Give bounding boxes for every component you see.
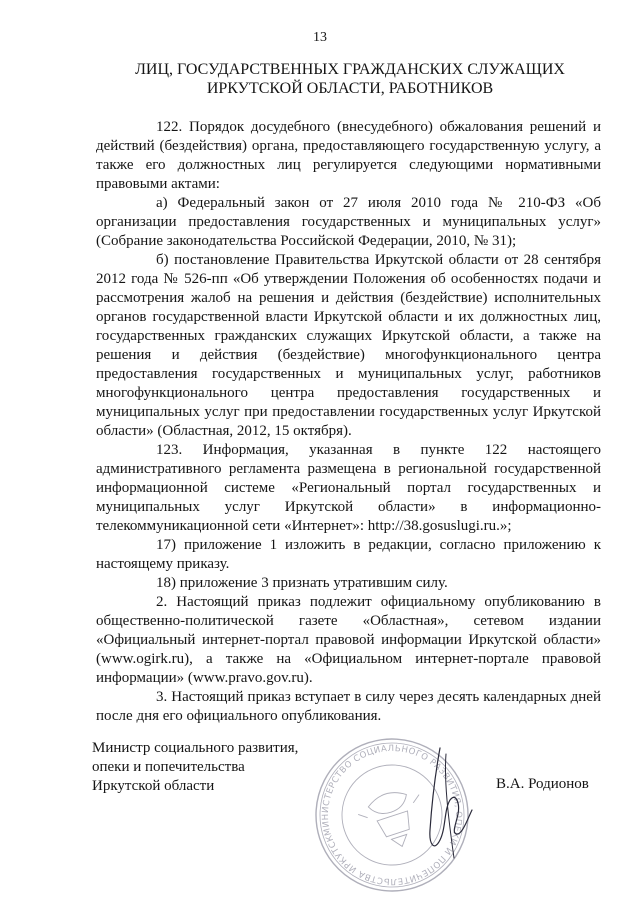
paragraph-122-b: б) постановление Правительства Иркутской области от 28 сентября 2012 года № 526-пп «Об утверждении Положения об особенностях подачи и рассмотрения жалоб на решения и действия (бездействие) исполнительных органов государственной власти Иркутской области и их должностных лиц, государственных гражданских служащих Иркутской области, а также на решения и действия (бездействие) многофункционального центра предоставления государственных и муниципальных услуг, работников многофункционального центра предоставления государственных и муниципальных услуг при предоставлении государственных услуг Иркутской области» (Областная, 2012, 15 октября). (96, 252, 601, 439)
document-body (96, 118, 601, 726)
seal-ring-text: МИНИСТЕРСТВО СОЦИАЛЬНОГО РАЗВИТИЯ, ОПЕКИ И ПОПЕЧИТЕЛЬСТВА ИРКУТСКОЙ (320, 743, 464, 887)
paragraph-122-a: а) Федеральный закон от 27 июля 2010 года № 210-ФЗ «Об организации предоставления государственных и муниципальных услуг» (Собрание законодательства Российской Федерации, 2010, № 31); (96, 195, 601, 249)
paragraph-2: 2. Настоящий приказ подлежит официальному опубликованию в общественно-политической газете «Областная», сетевом издании «Официальный интернет-портал правовой информации Иркутской области» (www.ogirk.ru), а также на «Официальном интернет-портале правовой информации» (www.pravo.gov.ru). (96, 594, 601, 686)
paragraph-122: 122. Порядок досудебного (внесудебного) обжалования решений и действий (бездействия) органа, предоставляющего государственную услугу, а также его должностных лиц регулируется следующими нормативными правовыми актами: (96, 119, 601, 192)
page-number: 13 (313, 30, 327, 45)
signatory-name: В.А. Родионов (496, 776, 589, 792)
signatory-title (92, 739, 332, 796)
paragraph-17: 17) приложение 1 изложить в редакции, согласно приложению к настоящему приказу. (96, 537, 601, 572)
paragraph-3: 3. Настоящий приказ вступает в силу через десять календарных дней после дня его официального опубликования. (96, 689, 601, 724)
signatory-title-line-3: Иркутской области (92, 778, 215, 794)
signatory-title-line-1: Министр социального развития, (92, 740, 299, 756)
paragraph-18: 18) приложение 3 признать утратившим силу. (156, 575, 448, 591)
paragraph-123: 123. Информация, указанная в пункте 122 настоящего административного регламента размещена в региональной государственной информационной системе «Региональный портал государственных и муниципальных услуг Иркутской области» в информационно-телекоммуникационной сети «Интернет»: http://38.gosuslugi.ru.»; (96, 442, 601, 534)
heading-line-2: ИРКУТСКОЙ ОБЛАСТИ, РАБОТНИКОВ (206, 80, 494, 97)
heading-line-1: ЛИЦ, ГОСУДАРСТВЕННЫХ ГРАЖДАНСКИХ СЛУЖАЩИХ (135, 61, 565, 78)
handwritten-signature (410, 740, 480, 870)
page-heading (90, 60, 610, 98)
signatory-title-line-2: опеки и попечительства (92, 759, 245, 775)
